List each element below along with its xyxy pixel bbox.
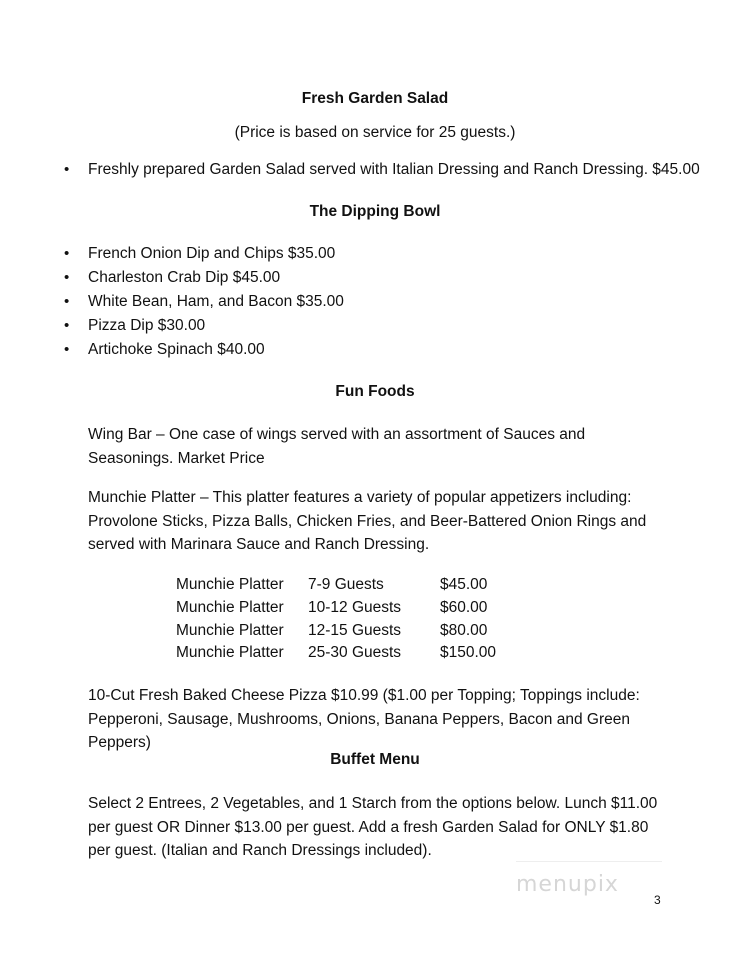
watermark-rule (516, 861, 662, 862)
list-item: • Freshly prepared Garden Salad served with Italian Dressing and Ranch Dressing. $45.00 (60, 158, 700, 182)
platter-guests: 12-15 Guests (308, 621, 402, 639)
platter-name: Munchie Platter (176, 599, 284, 617)
platter-guests: 7-9 Guests (308, 576, 384, 594)
platter-name: Munchie Platter (176, 621, 284, 639)
buffet-heading: Buffet Menu (330, 751, 420, 768)
platter-price: $45.00 (440, 576, 488, 594)
platter-name: Munchie Platter (176, 576, 284, 594)
salad-list (60, 158, 700, 182)
salad-heading: Fresh Garden Salad (301, 90, 449, 107)
table-row (176, 597, 496, 620)
fun-foods-heading: Fun Foods (335, 383, 415, 400)
page-number: 3 (654, 893, 661, 907)
dipping-list (60, 242, 344, 362)
dipping-heading: The Dipping Bowl (309, 203, 441, 220)
buffet-desc: Select 2 Entrees, 2 Vegetables, and 1 Starch from the options below. Lunch $11.00 per guest OR Dinner $13.00 per guest. Add a fresh Garden Salad for ONLY $1.80 per guest. (Italian and Ranch Dressings included). (88, 795, 658, 859)
munchie-platter-desc: Munchie Platter – This platter features a variety of popular appetizers including: Provolone Sticks, Pizza Balls, Chicken Fries, and Beer-Battered Onion Rings and served with Marinara Sauce and Ranch Dressing. (88, 489, 647, 553)
platter-guests: 10-12 Guests (308, 599, 402, 617)
menupix-watermark: menupix (516, 872, 619, 897)
list-item: • White Bean, Ham, and Bacon $35.00 (60, 290, 344, 314)
list-item: • Charleston Crab Dip $45.00 (60, 266, 344, 290)
list-item: • Pizza Dip $30.00 (60, 314, 344, 338)
platter-name: Munchie Platter (176, 644, 284, 662)
list-item: • French Onion Dip and Chips $35.00 (60, 242, 344, 266)
table-row (176, 619, 496, 642)
platter-price: $150.00 (440, 644, 497, 662)
platter-guests: 25-30 Guests (308, 644, 402, 662)
salad-note: (Price is based on service for 25 guests.) (234, 124, 516, 141)
platter-price: $80.00 (440, 621, 488, 639)
table-row (176, 574, 496, 597)
table-row (176, 642, 496, 665)
pizza-text: 10-Cut Fresh Baked Cheese Pizza $10.99 ($1.00 per Topping; Toppings include: Pepperoni, Sausage, Mushrooms, Onions, Banana Peppers, Bacon and Green Peppers) (88, 687, 640, 751)
platter-price: $60.00 (440, 599, 488, 617)
wing-bar-text: Wing Bar – One case of wings served with an assortment of Sauces and Seasonings. Market Price (88, 426, 586, 467)
munchie-platter-table (176, 574, 496, 665)
list-item: • Artichoke Spinach $40.00 (60, 338, 344, 362)
